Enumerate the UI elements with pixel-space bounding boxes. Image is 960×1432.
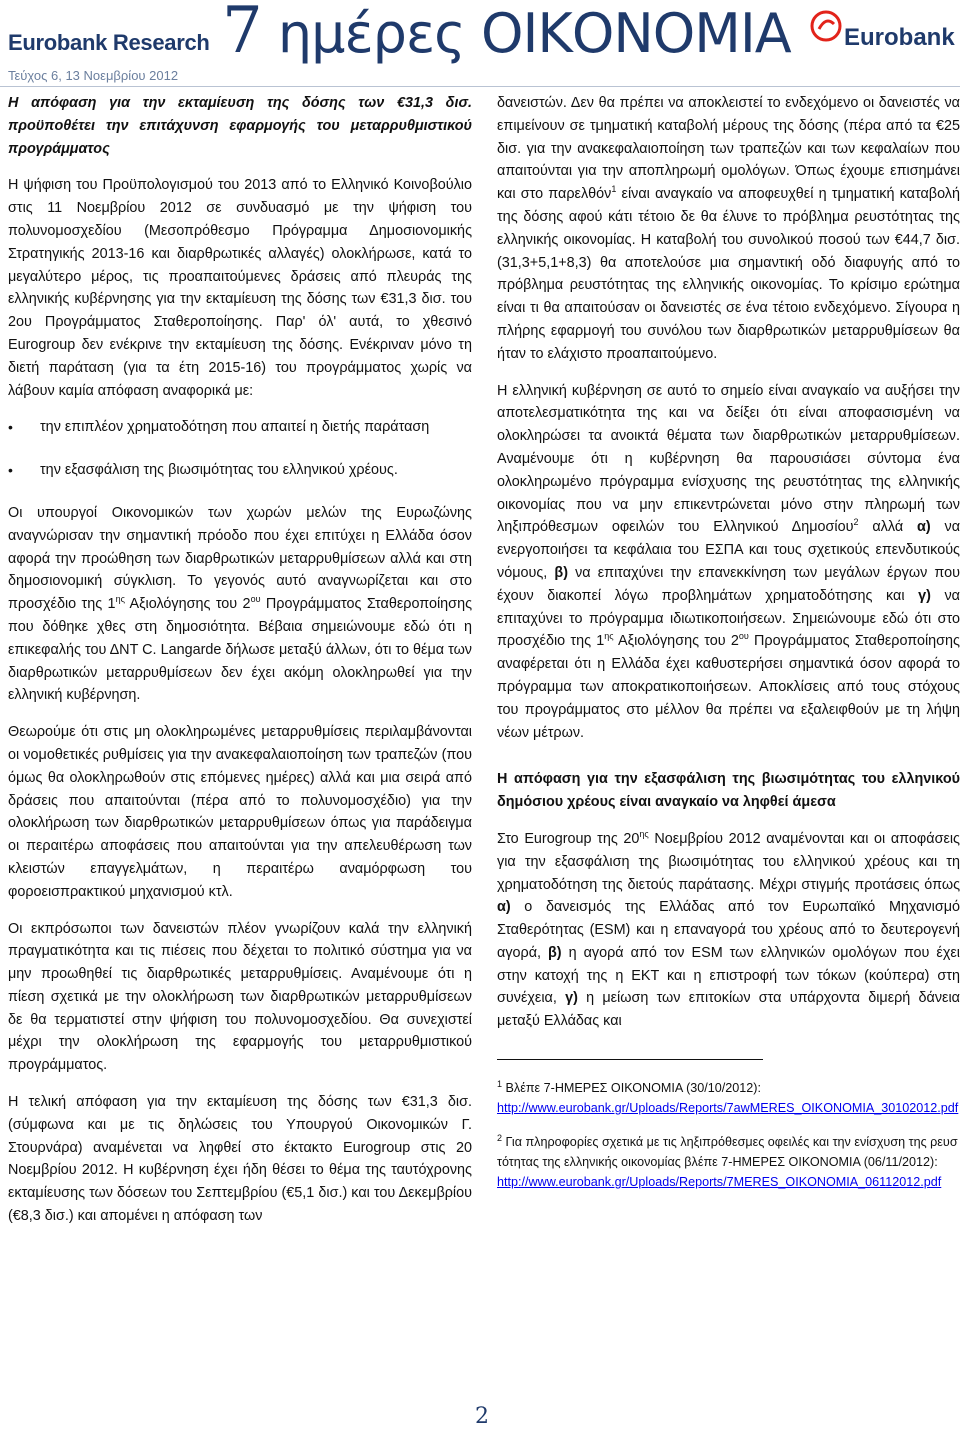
page-number: 2	[475, 1404, 489, 1429]
section-heading-disbursement: Η απόφαση για την εκταμίευση της δόσης των €31,3 δισ. προϋποθέτει την επιτάχυνση εφαρμογής του μεταρρυθμιστικού προγράμματος	[8, 95, 472, 157]
footnote-1-link[interactable]: http://www.eurobank.gr/Uploads/Reports/7awMERES_OIKONOMIA_30102012.pdf	[497, 1101, 959, 1116]
paragraph: Στο Eurogroup της $20^{\eta\varsigma}$ Νοεμβρίου 2012 αναμένονται και οι αποφάσεις για την εξασφάλιση της βιωσιμότητας του ελληνικού χρέους και τη χρηματοδότηση της διετούς παράτασης. Μέχρι στιγμής προτάσεις όπως α) ο δανεισμός της Ελλάδας από τον Ευρωπαϊκό Μηχανισμό Σταθερότητας (ESM) και η επαναγορά του χρέους από το δευτερογενή αγορά, β) η αγορά από τον ESM των ελληνικών ομολόγων που έχει στην κατοχή της η ΕΚΤ και η επιστροφή των τόκων (κούπερα) στη συνέχεια, γ) η μείωση των επιτοκίων στα υπάρχοντα διμερή δάνεια μεταξύ Ελλάδας και	[497, 829, 960, 1030]
header-divider	[0, 86, 960, 87]
eurobank-mark-icon	[810, 10, 842, 42]
paragraph: Οι υπουργοί Οικονομικών των χωρών μελών της Ευρωζώνης αναγνώρισαν την σημαντική πρόοδο που έχει επιτύχει η Ελλάδα όσον αφορά την προώθηση των διαρθρωτικών μεταρρυθμίσεων αλλά και στη δημοσιονομική σύγκλιση. Το γεγονός αυτό αναγνωρίζεται και στο προσχέδιο της $1^{\eta\varsigma}$ Αξιολόγησης του $2^{o\upsilon}$ Προγράμματος Σταθεροποίησης που δόθηκε χθες στη δημοσιότητα. Βέβαια σημειώνουμε εδώ ότι η επικεφαλής του ΔΝΤ C. Langarde δήλωσε μεταξύ άλλων, ότι το θέμα των διαρθρωτικών μεταρρυθμίσεων δεν έχει ακόμη ολοκληρωθεί για την ελληνική κυβέρνηση.	[8, 504, 473, 704]
footnote-1: $^1$ Βλέπε 7-ΗΜΕΡΕΣ ΟΙΚΟΝΟΜΙΑ (30/10/2012): http://www.eurobank.gr/Uploads/Reports/7awMERES_OIKONOMIA_30102012.pdf	[497, 1078, 959, 1116]
footnote-2-link[interactable]: http://www.eurobank.gr/Uploads/Reports/7MERES_OIKONOMIA_06112012.pdf	[497, 1175, 942, 1190]
paragraph: Οι εκπρόσωποι των δανειστών πλέον γνωρίζουν καλά την ελληνική πραγματικότητα και τις πιέσεις που δέχεται το πολιτικό σύστημα για να μην προωθηθεί τις διαρθρωτικές μεταρρυθμίσεις. Αναμένουμε ότι η πίεση σχετικά με την ολοκλήρωση των διαρθρωτικών μεταρρυθμίσεων δε θα τερματιστεί στην ψήφιση του πολυνομοσχεδίου. Θα συνεχιστεί μέχρι την ολοκλήρωση της εφαρμογής του μεταρρυθμιστικού προγράμματος.	[8, 920, 472, 1074]
footnote-2: $^2$ Για πληροφορίες σχετικά με τις ληξιπρόθεσμες οφειλές και την ενίσχυση της ρευστότητας της ελληνικής οικονομίας βλέπε 7-ΗΜΕΡΕΣ ΟΙΚΟΝΟΜΙΑ (06/11/2012): http://www.eurobank.gr/Uploads/Reports/7MERES_OIKONOMIA_06112012.pdf	[497, 1132, 958, 1190]
eurobank-research-logo: Eurobank Research	[8, 30, 210, 55]
list-item-text: την εξασφάλιση της βιωσιμότητας του ελληνικού χρέους.	[40, 462, 398, 479]
publication-title-text: ημέρες ΟΙΚΟΝΟΜΙΑ	[277, 2, 791, 65]
list-item-text: την επιπλέον χρηματοδότηση που απαιτεί η διετής παράταση	[40, 419, 430, 436]
right-column	[497, 92, 960, 1206]
bullet-list	[8, 416, 472, 482]
paragraph: δανειστών. Δεν θα πρέπει να αποκλειστεί το ενδεχόμενο οι δανειστές να επιμείνουν σε τμηματική καταβολή μέρους της δόσης (πέρα από τα €25 δισ. για την ανακεφαλαιοποίηση των τραπεζών και των κεφαλαίων που απαιτούνται για την αποπληρωμή ομολόγων. Όπως έχουμε επισημάνει και στο παρελθόν$^1$ είναι αναγκαίο να αποφευχθεί η τμηματική καταβολή της δόσης αφού κάτι τέτοιο δε θα έλυνε το πρόβλημα ρευστότητας της ελληνικής οικονομίας. Η καταβολή του συνολικού ποσού των €44,7 δισ. (31,3+5,1+8,3) θα αποτελούσε μια σημαντική οδό διαφυγής από το πρόβλημα ρευστότητας της ελληνικής οικονομίας. Το κρίσιμο ερώτημα είναι τι θα απαιτούσαν οι δανειστές σε ένα τέτοιο ενδεχόμενο. Σίγουρα η πλήρης εφαρμογή του συνόλου των διαρθρωτικών μεταρρυθμίσεων θα ήταν το ελάχιστο προαπαιτούμενο.	[497, 95, 960, 362]
paragraph: Θεωρούμε ότι στις μη ολοκληρωμένες μεταρρυθμίσεις περιλαμβάνονται οι νομοθετικές ρυθμίσεις για την ανακεφαλαιοποίηση των τραπεζών (που όμως θα ολοκληρωθούν στις επόμενες ημέρες) αλλά και μια σειρά από δράσεις που απαιτούνται (πέρα από το πολυνομοσχέδιο) για την ολοκλήρωση των διαρθρωτικών μεταρρυθμίσεων όπως για παράδειγμα οι περαιτέρω αποφάσεις που απαιτούνται για την απελευθέρωση των κλειστών επαγγελμάτων, η περαιτέρω αναμόρφωση του φοροεισπρακτικού μηχανισμού κτλ.	[8, 724, 472, 900]
paragraph: Η τελική απόφαση για την εκταμίευση της δόσης των €31,3 δισ. (σύμφωνα και με τις δηλώσεις του Υπουργού Οικονομικών Γ. Στουρνάρα) αναμένεται να ληφθεί στο έκτακτο Eurogroup στις 20 Νοεμβρίου 2012. Η κυβέρνηση έχει ήδη θέσει το θέμα της ταυτόχρονης εκταμίευσης των δόσεων του Σεπτεμβρίου (€5,1 δισ.) και του Δεκεμβρίου (€8,3 δισ.) και απομένει η απόφαση των	[8, 1094, 472, 1225]
left-column	[8, 92, 472, 1242]
paragraph: Η ελληνική κυβέρνηση σε αυτό το σημείο είναι αναγκαίο να αυξήσει την αποτελεσματικότητα της και να δείξει ότι είναι αποφασισμένη να ολοκληρώσει τα ανοικτά θέματα των διαρθρωτικών μεταρρυθμίσεων. Αναμένουμε ότι η κυβέρνηση θα παρουσιάσει σύντομα ένα ολοκληρωμένο πρόγραμμα ενίσχυσης της ρευστότητας της ελληνικής οικονομίας που να μην επικεντρώνεται μόνο στην πληρωμή των ληξιπρόθεσμων οφειλών του Ελληνικού Δημοσίου$^2$ αλλά α) να ενεργοποιήσει τα κεφάλαια του ΕΣΠΑ και τους σχετικούς επενδυτικούς νόμους, β) να επιταχύνει την επανεκκίνηση των μεγάλων έργων που έχουν διακοπεί λόγω προβλημάτων χρηματοδότησης και γ) να επιταχύνει το πρόγραμμα ιδιωτικοποιήσεων. Σημειώνουμε εδώ ότι στο προσχέδιο της $1^{\eta\varsigma}$ Αξιολόγησης του $2^{o\upsilon}$ Προγράμματος Σταθεροποίησης αναφέρεται ότι η Ελλάδα έχει καθυστερήσει σημαντικά όσον αφορά το πρόγραμμα των αποκρατικοποιήσεων. Αποκλίσεις από τους στόχους του προγράμματος στο μέλλον θα πρέπει να εξαλειφθούν με τη λήψη νέων μέτρων.	[497, 382, 960, 741]
publication-title	[222, 0, 791, 68]
bullet-icon: •	[8, 462, 13, 479]
footnote-divider	[497, 1059, 763, 1060]
section-heading-debt-sustainability: Η απόφαση για την εξασφάλιση της βιωσιμότητας του ελληνικού δημόσιου χρέους είναι αναγκαίο να ληφθεί άμεσα	[497, 771, 960, 811]
eurobank-logo	[810, 8, 955, 51]
paragraph: Η ψήφιση του Προϋπολογισμού του 2013 από το Ελληνικό Κοινοβούλιο στις 11 Νοεμβρίου 2012 σε συνδυασμό με την ψήφιση του πολυνομοσχεδίου (Μεσοπρόθεσμο Πρόγραμμα Δημοσιονομικής Στρατηγικής 2013-16 και διαρθρωτικές αλλαγές) ολοκλήρωσε, κατά το μεγαλύτερο μέρος, τις προαπαιτούμενες δράσεις από πλευράς της ελληνικής κυβέρνησης για την εκταμίευση της δόσης των €31,3 δισ. του 2ου Προγράμματος Σταθεροποίησης. Παρ' όλ' αυτά, το χθεσινό Eurogroup δεν ενέκρινε την εκταμίευση της δόσης. Ενέκριναν μόνο τη διετή παράταση (για τα έτη 2015-16) του προγράμματος χωρίς να λάβουν καμία απόφαση αναφορικά με:	[8, 177, 472, 399]
list-item	[8, 416, 472, 439]
list-item	[8, 459, 472, 482]
page-header	[0, 0, 960, 90]
publication-title-number: 7	[222, 0, 262, 68]
bullet-icon: •	[8, 419, 13, 436]
eurobank-logo-text: Eurobank	[844, 24, 955, 51]
issue-date: Τεύχος 6, 13 Νοεμβρίου 2012	[8, 68, 179, 83]
